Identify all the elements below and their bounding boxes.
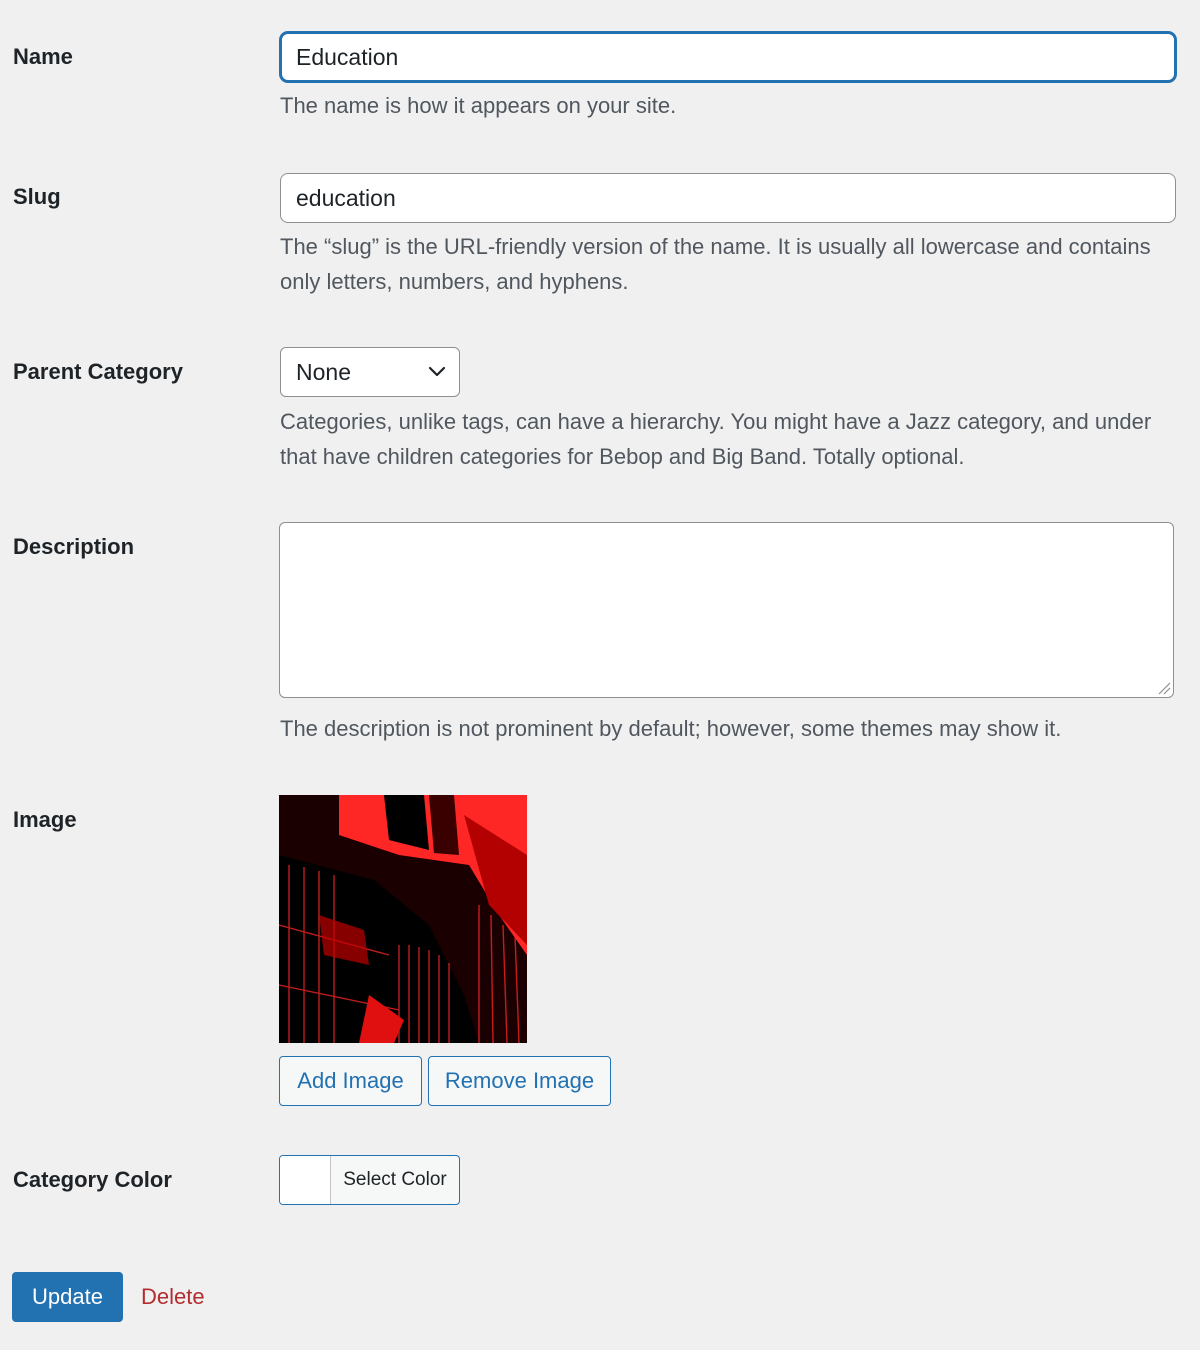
slug-label: Slug	[13, 184, 61, 209]
slug-input[interactable]	[280, 173, 1176, 223]
name-input[interactable]	[280, 32, 1176, 82]
remove-image-button[interactable]: Remove Image	[428, 1056, 611, 1106]
chevron-down-icon	[428, 366, 446, 378]
select-color-button[interactable]	[279, 1155, 460, 1205]
category-color-label: Category Color	[13, 1167, 172, 1192]
description-textarea[interactable]	[279, 522, 1174, 698]
parent-category-help: Categories, unlike tags, can have a hierarchy. You might have a Jazz category, and under that have children categories for Bebop and Big Band. Totally optional.	[280, 409, 1152, 469]
name-label: Name	[13, 44, 73, 69]
color-swatch	[280, 1156, 331, 1204]
parent-category-value: None	[296, 358, 351, 385]
image-label: Image	[13, 807, 77, 832]
category-image-thumbnail	[279, 795, 527, 1043]
select-color-label: Select Color	[343, 1169, 447, 1190]
resize-grip-icon[interactable]	[1157, 681, 1171, 695]
update-button[interactable]: Update	[12, 1272, 123, 1322]
description-help: The description is not prominent by default; however, some themes may show it.	[280, 716, 1062, 741]
description-label: Description	[13, 534, 135, 559]
slug-help: The “slug” is the URL-friendly version of the name. It is usually all lowercase and contains only letters, numbers, and hyphens.	[280, 234, 1151, 294]
parent-category-label: Parent Category	[13, 359, 183, 384]
add-image-button[interactable]: Add Image	[279, 1056, 422, 1106]
parent-category-select[interactable]	[280, 347, 460, 397]
name-help: The name is how it appears on your site.	[280, 93, 677, 118]
delete-link[interactable]: Delete	[141, 1284, 205, 1309]
